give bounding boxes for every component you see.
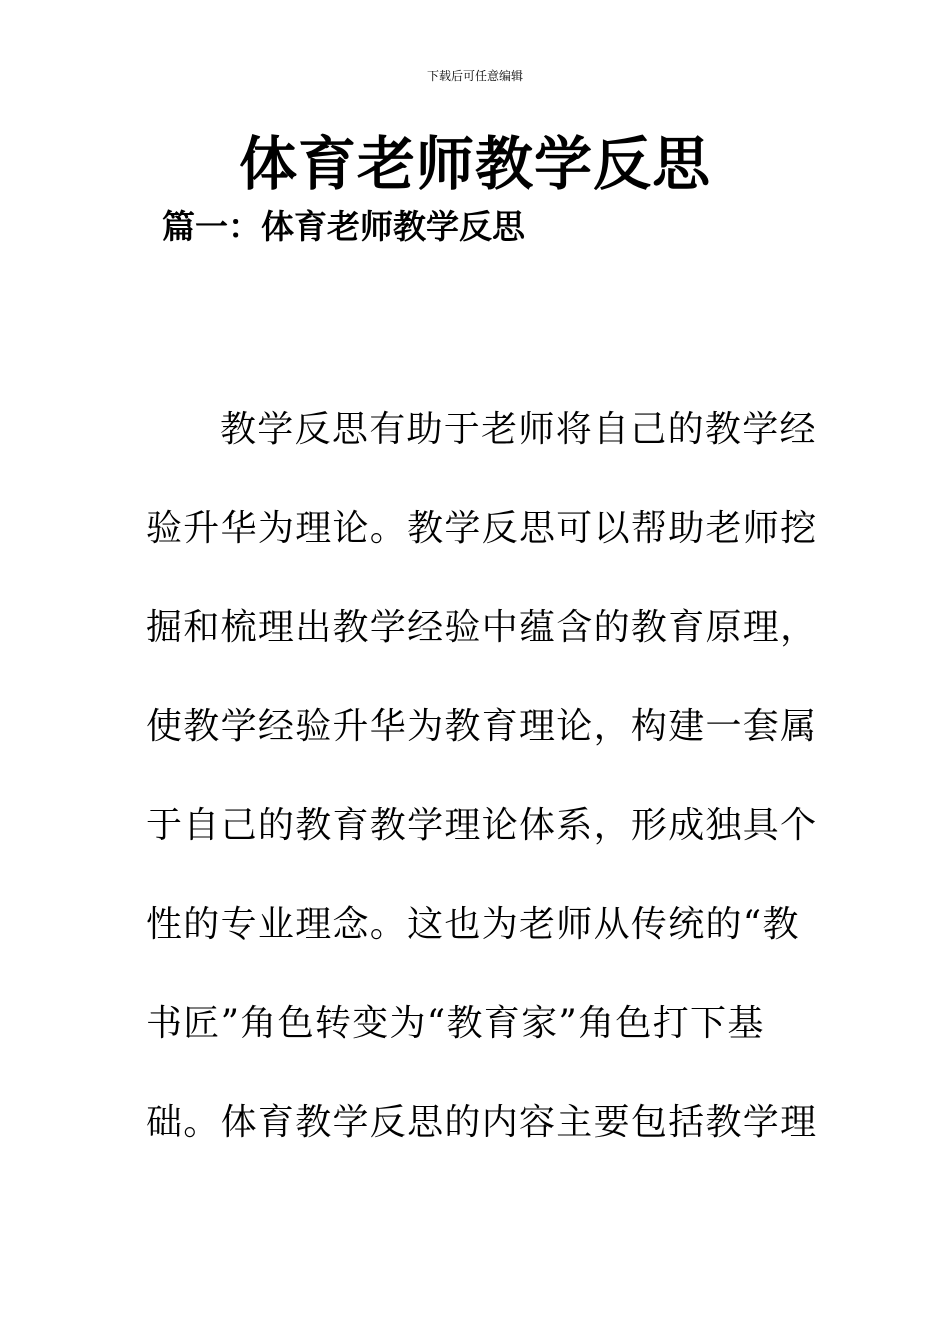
paragraph-line: 掘和梳理出教学经验中蕴含的教育原理，	[146, 607, 818, 648]
paragraph-line: 于自己的教育教学理论体系，形成独具个	[146, 805, 818, 846]
section-subtitle: 篇一：体育老师教学反思	[162, 207, 525, 246]
paragraph-line: 验升华为理论。教学反思可以帮助老师挖	[146, 508, 818, 549]
body-paragraph	[146, 380, 818, 1172]
paragraph-line: 础。体育教学反思的内容主要包括教学理	[146, 1102, 818, 1143]
paragraph-line: 书匠”角色转变为“教育家”角色打下基	[146, 1003, 765, 1044]
paragraph-line: 教学反思有助于老师将自己的教学经	[220, 409, 817, 450]
paragraph-line: 使教学经验升华为教育理论，构建一套属	[146, 706, 818, 747]
paragraph-line: 性的专业理念。这也为老师从传统的“教	[146, 904, 800, 945]
header-note: 下载后可任意编辑	[426, 69, 523, 83]
document-title: 体育老师教学反思	[238, 130, 711, 198]
